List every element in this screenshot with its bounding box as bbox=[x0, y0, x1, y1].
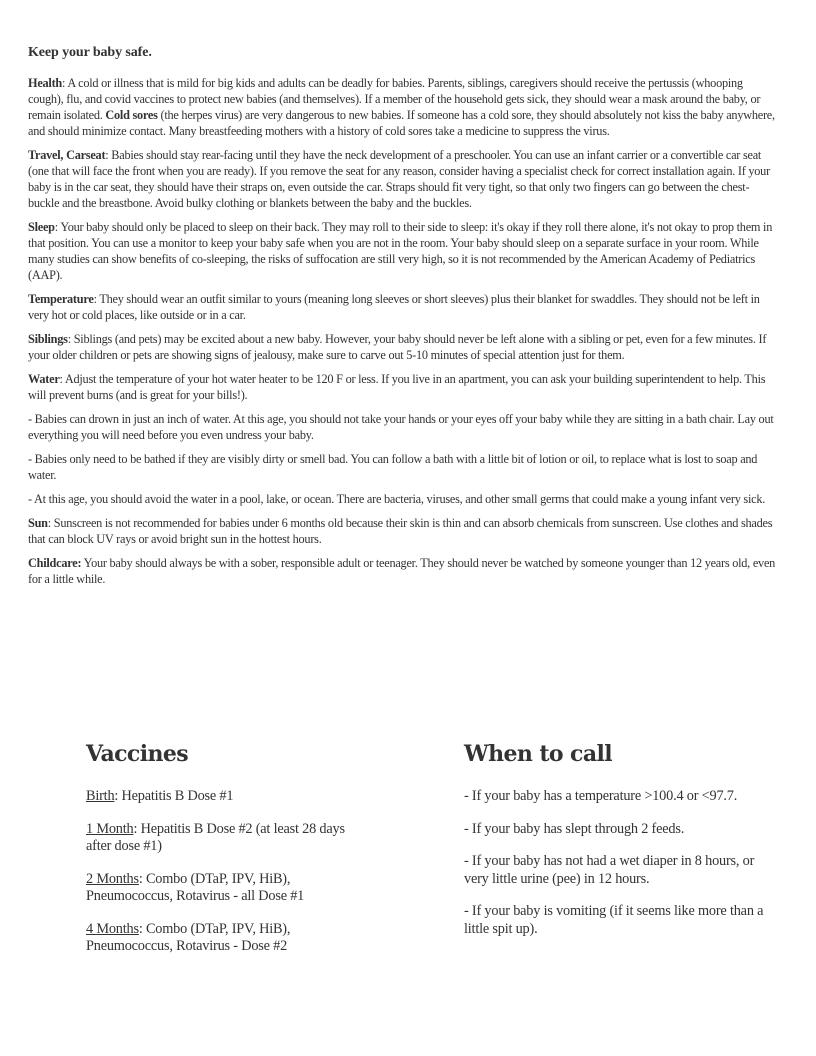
label-siblings: Siblings bbox=[28, 332, 68, 346]
text-cold-sores: (the herpes virus) are very dangerous to new babies. If someone has a cold sore, they should absolutely not kiss the baby anywhere, and should minimize contact. Many breastfeeding mothers with a history of cold sores take a medicine to suppress the virus. bbox=[28, 108, 775, 138]
call-item: - If your baby is vomiting (if it seems like more than a little spit up). bbox=[464, 903, 764, 937]
vaccine-item: Birth: Hepatitis B Dose #1 bbox=[86, 788, 234, 804]
text-health: A cold or illness that is mild for big kids and adults can be deadly for babies. Parents, siblings, caregivers should receive the pertussis (whooping cough), flu, and covid vaccines to protect new babies (and themselves). If a member of the household gets sick, they should wear a mask around the baby, or remain isolated. bbox=[28, 76, 761, 122]
water-bullet: - Babies can drown in just an inch of water. At this age, you should not take your hands or your eyes off your baby while they are sitting in a bath chair. Lay out everything you will need before you even undress your baby. bbox=[28, 412, 774, 442]
paragraph-temperature: Temperature: They should wear an outfit similar to yours (meaning long sleeves or short sleeves) plus their blanket for swaddles. They should not be left in very hot or cold places, like outside or in a car. bbox=[28, 292, 760, 322]
paragraph-travel: Travel, Carseat: Babies should stay rear-facing until they have the neck development of a preschooler. You can use an infant carrier or a convertible car seat (one that will face the front when you are ready). If you remove the seat for any reason, consider having a specialist check for correct installation again. If your baby is in the car seat, they should have their straps on, even outside the car. Straps should fit very tight, so that only two fingers can go between the chest-buckle and the breastbone. Avoid bulky clothing or blankets between the baby and the buckles. bbox=[28, 148, 770, 210]
water-bullet: - At this age, you should avoid the water in a pool, lake, or ocean. There are bacteria, viruses, and other small germs that could make a young infant very sick. bbox=[28, 492, 766, 506]
text-travel: Babies should stay rear-facing until they have the neck development of a preschooler. You can use an infant carrier or a convertible car seat (one that will face the front when you are ready). If you remove the seat for any reason, consider having a specialist check for correct installation again. If your baby is in the car seat, they should have their straps on, even outside the car. Straps should fit very tight, so that only two fingers can go between the chest-buckle and the breastbone. Avoid bulky clothing or blankets between the baby and the buckles. bbox=[28, 148, 770, 210]
text-siblings: Siblings (and pets) may be excited about a new baby. However, your baby should never be left alone with a sibling or pet, even for a few minutes. If your older children or pets are showing signs of jealousy, make sure to carve out 5-10 minutes of special attention just for them. bbox=[28, 332, 767, 362]
vaccine-item: 1 Month: Hepatitis B Dose #2 (at least 28 days after dose #1) bbox=[86, 820, 345, 854]
vaccine-item: 4 Months: Combo (DTaP, IPV, HiB), Pneumococcus, Rotavirus - Dose #2 bbox=[86, 920, 291, 954]
label-cold-sores: Cold sores bbox=[105, 108, 158, 122]
vaccine-age: 1 Month bbox=[86, 820, 134, 837]
text-water: Adjust the temperature of your hot water heater to be 120 F or less. If you live in an apartment, you can ask your building superintendent to help. This will prevent burns (and is great for your bills!). bbox=[28, 372, 766, 402]
text-sun: Sunscreen is not recommended for babies under 6 months old because their skin is thin and can absorb chemicals from sunscreen. Use clothes and shades that can block UV rays or avoid bright sun in the hottest hours. bbox=[28, 516, 773, 546]
label-water: Water bbox=[28, 372, 60, 386]
vaccine-age: 4 Months bbox=[86, 920, 139, 937]
when-to-call-column bbox=[464, 740, 764, 953]
label-sun: Sun bbox=[28, 516, 48, 530]
paragraph-siblings: Siblings: Siblings (and pets) may be excited about a new baby. However, your baby should never be left alone with a sibling or pet, even for a few minutes. If your older children or pets are showing signs of jealousy, make sure to carve out 5-10 minutes of special attention just for them. bbox=[28, 332, 767, 362]
label-health: Health bbox=[28, 76, 63, 90]
water-bullet: - Babies only need to be bathed if they are visibly dirty or smell bad. You can follow a bath with a little bit of lotion or oil, to replace what is lost to soap and water. bbox=[28, 452, 758, 482]
paragraph-health: Health: A cold or illness that is mild for big kids and adults can be deadly for babies. Parents, siblings, caregivers should receive the pertussis (whooping cough), flu, and covid vaccines to protect new babies (and themselves). If a member of the household gets sick, they should wear a mask around the baby, or remain isolated. Cold sores (the herpes virus) are very dangerous to new babies. If someone has a cold sore, they should absolutely not kiss the baby anywhere, and should minimize contact. Many breastfeeding mothers with a history of cold sores take a medicine to suppress the virus. bbox=[28, 76, 775, 138]
label-temperature: Temperature bbox=[28, 292, 94, 306]
text-childcare: Your baby should always be with a sober, responsible adult or teenager. They should never be watched by someone younger than 12 years old, even for a little while. bbox=[28, 556, 776, 586]
paragraph-water: Water: Adjust the temperature of your hot water heater to be 120 F or less. If you live in an apartment, you can ask your building superintendent to help. This will prevent burns (and is great for your bills!). bbox=[28, 372, 766, 402]
page-title: Keep your baby safe. bbox=[28, 45, 152, 60]
label-travel: Travel, Carseat bbox=[28, 148, 106, 162]
vaccines-heading: Vaccines bbox=[86, 741, 189, 767]
call-item: - If your baby has a temperature >100.4 or <97.7. bbox=[464, 788, 738, 804]
vaccine-item: 2 Months: Combo (DTaP, IPV, HiB), Pneumococcus, Rotavirus - all Dose #1 bbox=[86, 870, 305, 904]
vaccines-column bbox=[86, 740, 346, 971]
label-sleep: Sleep bbox=[28, 220, 55, 234]
label-childcare: Childcare: bbox=[28, 556, 82, 570]
when-to-call-heading: When to call bbox=[464, 741, 613, 767]
paragraph-sleep: Sleep: Your baby should only be placed to sleep on their back. They may roll to their side to sleep: it's okay if they roll there alone, it's not okay to prop them in that position. You can use a monitor to keep your baby safe when you are not in the room. Your baby should sleep on a separate surface in your room. While many studies can show benefits of co-sleeping, the risks of suffocation are still very high, so it is not recommended by the American Academy of Pediatrics (AAP). bbox=[28, 220, 773, 282]
text-sleep: Your baby should only be placed to sleep on their back. They may roll to their side to sleep: it's okay if they roll there alone, it's not okay to prop them in that position. You can use a monitor to keep your baby safe when you are not in the room. Your baby should sleep on a separate surface in your room. While many studies can show benefits of co-sleeping, the risks of suffocation are still very high, so it is not recommended by the American Academy of Pediatrics (AAP). bbox=[28, 220, 773, 282]
call-item: - If your baby has not had a wet diaper in 8 hours, or very little urine (pee) in 12 hours. bbox=[464, 853, 755, 887]
call-item: - If your baby has slept through 2 feeds. bbox=[464, 820, 685, 837]
vaccine-age: 2 Months bbox=[86, 870, 139, 887]
vaccine-age: Birth bbox=[86, 788, 115, 804]
paragraph-sun: Sun: Sunscreen is not recommended for babies under 6 months old because their skin is thin and can absorb chemicals from sunscreen. Use clothes and shades that can block UV rays or avoid bright sun in the hottest hours. bbox=[28, 516, 773, 546]
text-temperature: They should wear an outfit similar to yours (meaning long sleeves or short sleeves) plus their blanket for swaddles. They should not be left in very hot or cold places, like outside or in a car. bbox=[28, 292, 760, 322]
paragraph-childcare bbox=[28, 555, 776, 587]
safety-section bbox=[28, 44, 776, 595]
